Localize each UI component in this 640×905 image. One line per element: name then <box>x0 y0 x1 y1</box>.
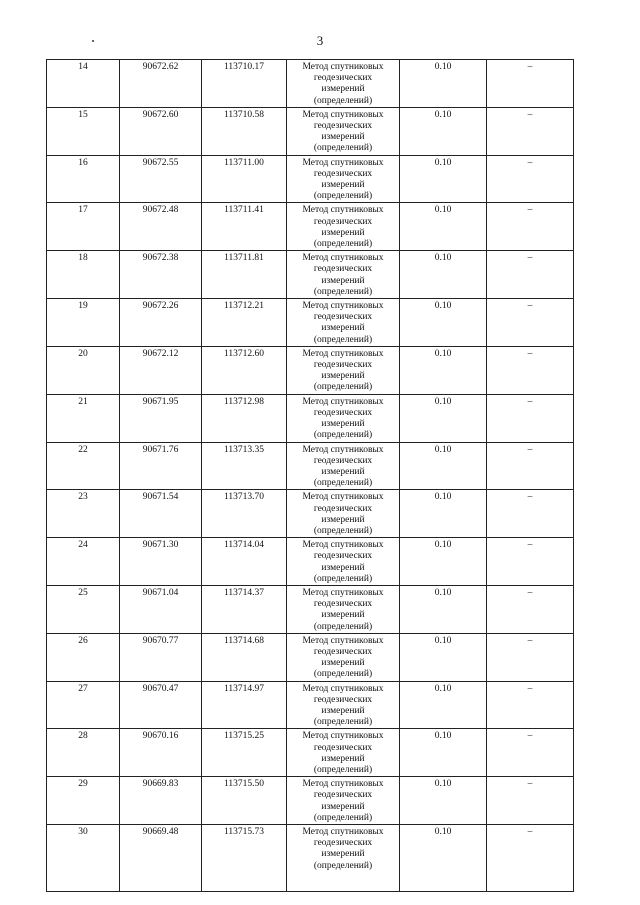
method-cell <box>287 681 400 729</box>
y-coordinate-cell: 113714.97 <box>202 681 287 729</box>
table-row <box>47 585 574 633</box>
method-line: Метод спутниковых <box>302 779 384 790</box>
method-line: Метод спутниковых <box>302 492 384 503</box>
point-number-cell: 18 <box>47 251 120 299</box>
method-line: геодезических <box>313 312 373 323</box>
method-line: Метод спутниковых <box>302 396 384 407</box>
method-line: (определений) <box>313 191 373 202</box>
table-row <box>47 729 574 777</box>
method-line: геодезических <box>313 216 373 227</box>
method-line: геодезических <box>313 264 373 275</box>
note-cell: – <box>487 825 574 892</box>
method-line: (определений) <box>313 717 373 728</box>
method-cell <box>287 394 400 442</box>
point-number-cell: 27 <box>47 681 120 729</box>
accuracy-cell: 0.10 <box>400 155 487 203</box>
method-line: Метод спутниковых <box>302 253 384 264</box>
method-line: геодезических <box>313 646 373 657</box>
method-line: Метод спутниковых <box>302 157 384 168</box>
method-line: геодезических <box>313 407 373 418</box>
y-coordinate-cell: 113711.00 <box>202 155 287 203</box>
y-coordinate-cell: 113715.73 <box>202 825 287 892</box>
table-row <box>47 60 574 108</box>
method-cell <box>287 251 400 299</box>
x-coordinate-cell: 90671.30 <box>120 538 202 586</box>
method-line: (определений) <box>313 478 373 489</box>
method-cell <box>287 346 400 394</box>
table-row <box>47 155 574 203</box>
x-coordinate-cell: 90670.16 <box>120 729 202 777</box>
y-coordinate-cell: 113713.35 <box>202 442 287 490</box>
note-cell: – <box>487 538 574 586</box>
table-row <box>47 251 574 299</box>
method-line: (определений) <box>313 525 373 536</box>
method-line: (определений) <box>313 95 373 106</box>
y-coordinate-cell: 113711.81 <box>202 251 287 299</box>
note-cell: – <box>487 490 574 538</box>
table-row <box>47 777 574 825</box>
x-coordinate-cell: 90670.47 <box>120 681 202 729</box>
method-line: геодезических <box>313 73 373 84</box>
coordinates-table <box>46 59 574 892</box>
method-line: Метод спутниковых <box>302 827 384 837</box>
point-number-cell: 24 <box>47 538 120 586</box>
y-coordinate-cell: 113712.21 <box>202 299 287 347</box>
method-line: измерений <box>321 275 365 286</box>
point-number-cell: 28 <box>47 729 120 777</box>
method-cell <box>287 633 400 681</box>
point-number-cell: 15 <box>47 107 120 155</box>
x-coordinate-cell: 90672.55 <box>120 155 202 203</box>
point-number-cell: 29 <box>47 777 120 825</box>
method-line: измерений <box>321 466 365 477</box>
x-coordinate-cell: 90670.77 <box>120 633 202 681</box>
accuracy-cell: 0.10 <box>400 585 487 633</box>
table-row <box>47 299 574 347</box>
accuracy-cell: 0.10 <box>400 490 487 538</box>
method-line: (определений) <box>313 143 373 154</box>
method-cell <box>287 490 400 538</box>
method-line: (определений) <box>313 860 373 871</box>
x-coordinate-cell: 90672.38 <box>120 251 202 299</box>
note-cell: – <box>487 729 574 777</box>
x-coordinate-cell: 90669.48 <box>120 825 202 892</box>
y-coordinate-cell: 113715.25 <box>202 729 287 777</box>
method-line: измерений <box>321 323 365 334</box>
table-row <box>47 346 574 394</box>
y-coordinate-cell: 113714.68 <box>202 633 287 681</box>
method-line: измерений <box>321 84 365 95</box>
table-row <box>47 394 574 442</box>
point-number-cell: 26 <box>47 633 120 681</box>
method-line: измерений <box>321 562 365 573</box>
note-cell: – <box>487 60 574 108</box>
note-cell: – <box>487 251 574 299</box>
method-cell <box>287 538 400 586</box>
method-line: геодезических <box>313 551 373 562</box>
table-row <box>47 107 574 155</box>
method-line: измерений <box>321 753 365 764</box>
table-row <box>47 633 574 681</box>
point-number-cell: 25 <box>47 585 120 633</box>
x-coordinate-cell: 90671.04 <box>120 585 202 633</box>
method-line: измерений <box>321 419 365 430</box>
method-line: геодезических <box>313 838 373 849</box>
accuracy-cell: 0.10 <box>400 442 487 490</box>
method-line: (определений) <box>313 334 373 345</box>
method-line: (определений) <box>313 430 373 441</box>
x-coordinate-cell: 90672.60 <box>120 107 202 155</box>
table-row <box>47 490 574 538</box>
accuracy-cell: 0.10 <box>400 60 487 108</box>
accuracy-cell: 0.10 <box>400 538 487 586</box>
method-line: измерений <box>321 849 365 860</box>
method-line: геодезических <box>313 503 373 514</box>
accuracy-cell: 0.10 <box>400 394 487 442</box>
method-line: Метод спутниковых <box>302 205 384 216</box>
note-cell: – <box>487 155 574 203</box>
note-cell: – <box>487 681 574 729</box>
accuracy-cell: 0.10 <box>400 346 487 394</box>
method-line: измерений <box>321 658 365 669</box>
scan-speck <box>92 40 94 42</box>
method-line: (определений) <box>313 573 373 584</box>
x-coordinate-cell: 90672.62 <box>120 60 202 108</box>
table-row <box>47 681 574 729</box>
accuracy-cell: 0.10 <box>400 203 487 251</box>
accuracy-cell: 0.10 <box>400 825 487 892</box>
method-line: измерений <box>321 705 365 716</box>
method-line: измерений <box>321 132 365 143</box>
page-number: 3 <box>316 33 324 48</box>
method-line: (определений) <box>313 286 373 297</box>
method-line: Метод спутниковых <box>302 587 384 598</box>
method-line: Метод спутниковых <box>302 731 384 742</box>
note-cell: – <box>487 633 574 681</box>
accuracy-cell: 0.10 <box>400 633 487 681</box>
method-line: Метод спутниковых <box>302 62 384 72</box>
method-cell <box>287 107 400 155</box>
method-line: Метод спутниковых <box>302 109 384 120</box>
point-number-cell: 30 <box>47 825 120 892</box>
method-cell <box>287 203 400 251</box>
y-coordinate-cell: 113714.37 <box>202 585 287 633</box>
method-cell <box>287 442 400 490</box>
point-number-cell: 22 <box>47 442 120 490</box>
method-line: измерений <box>321 801 365 812</box>
method-cell <box>287 585 400 633</box>
y-coordinate-cell: 113715.50 <box>202 777 287 825</box>
method-line: Метод спутниковых <box>302 301 384 312</box>
x-coordinate-cell: 90672.12 <box>120 346 202 394</box>
y-coordinate-cell: 113712.98 <box>202 394 287 442</box>
accuracy-cell: 0.10 <box>400 729 487 777</box>
method-line: Метод спутниковых <box>302 683 384 694</box>
method-line: измерений <box>321 180 365 191</box>
note-cell: – <box>487 585 574 633</box>
accuracy-cell: 0.10 <box>400 681 487 729</box>
method-line: (определений) <box>313 382 373 393</box>
point-number-cell: 21 <box>47 394 120 442</box>
method-line: измерений <box>321 514 365 525</box>
accuracy-cell: 0.10 <box>400 299 487 347</box>
method-line: измерений <box>321 227 365 238</box>
x-coordinate-cell: 90669.83 <box>120 777 202 825</box>
point-number-cell: 20 <box>47 346 120 394</box>
note-cell: – <box>487 203 574 251</box>
method-cell <box>287 729 400 777</box>
method-line: (определений) <box>313 621 373 632</box>
note-cell: – <box>487 107 574 155</box>
x-coordinate-cell: 90672.26 <box>120 299 202 347</box>
method-line: геодезических <box>313 168 373 179</box>
method-line: измерений <box>321 610 365 621</box>
table-row <box>47 825 574 892</box>
table-row <box>47 442 574 490</box>
method-line: измерений <box>321 371 365 382</box>
method-line: Метод спутниковых <box>302 348 384 359</box>
y-coordinate-cell: 113712.60 <box>202 346 287 394</box>
method-cell <box>287 777 400 825</box>
method-line: геодезических <box>313 455 373 466</box>
point-number-cell: 17 <box>47 203 120 251</box>
x-coordinate-cell: 90672.48 <box>120 203 202 251</box>
method-cell <box>287 155 400 203</box>
y-coordinate-cell: 113710.58 <box>202 107 287 155</box>
y-coordinate-cell: 113714.04 <box>202 538 287 586</box>
x-coordinate-cell: 90671.95 <box>120 394 202 442</box>
method-line: Метод спутниковых <box>302 540 384 551</box>
note-cell: – <box>487 394 574 442</box>
coordinates-table-body <box>47 60 574 892</box>
method-line: геодезических <box>313 599 373 610</box>
x-coordinate-cell: 90671.54 <box>120 490 202 538</box>
table-row <box>47 538 574 586</box>
table-row <box>47 203 574 251</box>
note-cell: – <box>487 442 574 490</box>
note-cell: – <box>487 777 574 825</box>
method-cell <box>287 825 400 892</box>
x-coordinate-cell: 90671.76 <box>120 442 202 490</box>
y-coordinate-cell: 113713.70 <box>202 490 287 538</box>
accuracy-cell: 0.10 <box>400 107 487 155</box>
method-cell <box>287 299 400 347</box>
method-line: геодезических <box>313 694 373 705</box>
method-cell <box>287 60 400 108</box>
note-cell: – <box>487 299 574 347</box>
method-line: геодезических <box>313 121 373 132</box>
method-line: геодезических <box>313 742 373 753</box>
point-number-cell: 14 <box>47 60 120 108</box>
point-number-cell: 19 <box>47 299 120 347</box>
method-line: Метод спутниковых <box>302 444 384 455</box>
method-line: (определений) <box>313 812 373 823</box>
note-cell: – <box>487 346 574 394</box>
method-line: (определений) <box>313 764 373 775</box>
method-line: (определений) <box>313 239 373 250</box>
method-line: Метод спутниковых <box>302 635 384 646</box>
method-line: (определений) <box>313 669 373 680</box>
method-line: геодезических <box>313 360 373 371</box>
accuracy-cell: 0.10 <box>400 777 487 825</box>
point-number-cell: 16 <box>47 155 120 203</box>
method-line: геодезических <box>313 790 373 801</box>
accuracy-cell: 0.10 <box>400 251 487 299</box>
y-coordinate-cell: 113710.17 <box>202 60 287 108</box>
y-coordinate-cell: 113711.41 <box>202 203 287 251</box>
point-number-cell: 23 <box>47 490 120 538</box>
